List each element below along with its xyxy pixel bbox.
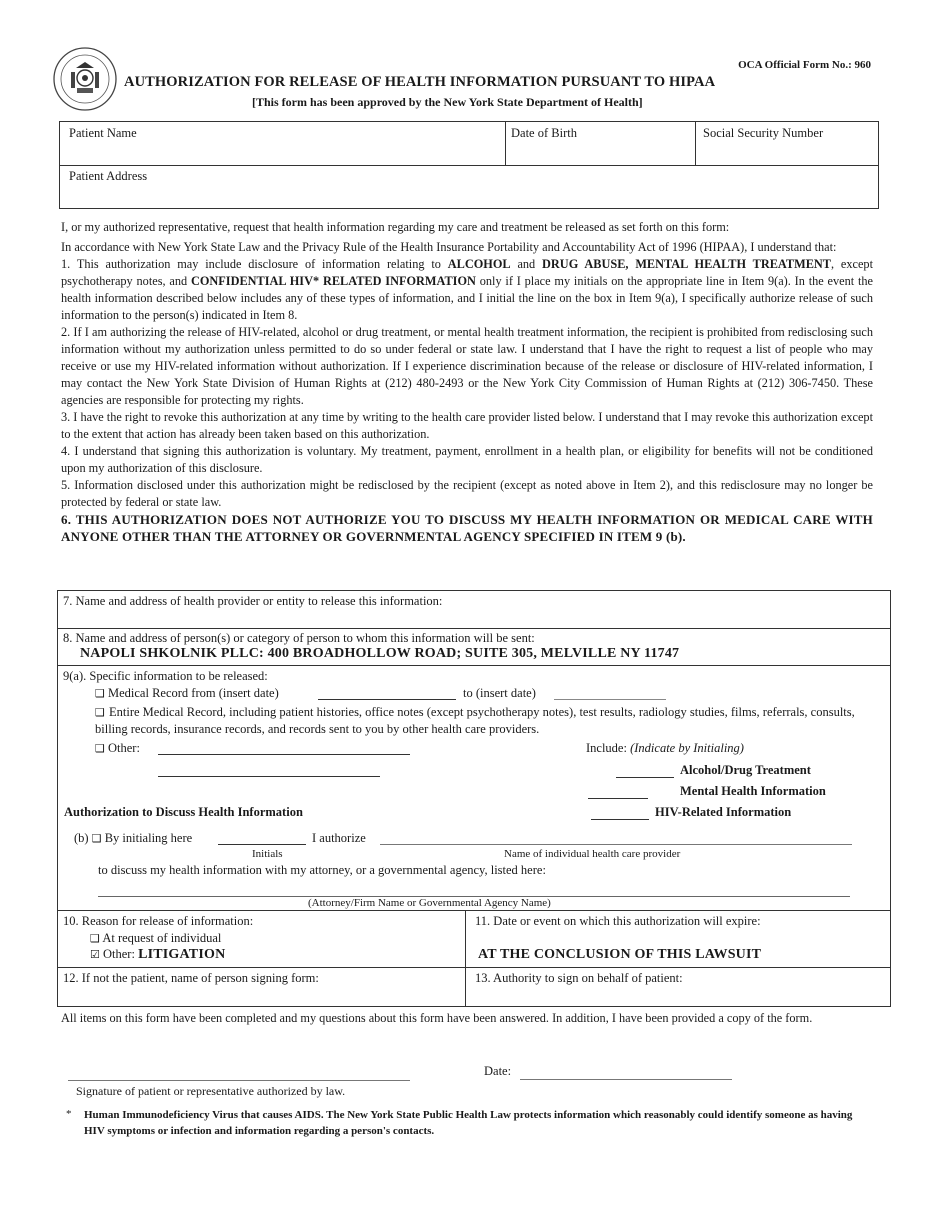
item-9b-heading: Authorization to Discuss Health Information <box>64 805 303 819</box>
item-11-field[interactable] <box>466 911 890 968</box>
include-label: Include: (Indicate by Initialing) <box>586 741 744 755</box>
i-authorize-label: I authorize <box>312 831 366 845</box>
date-of-birth-field[interactable] <box>505 122 696 166</box>
date-label: Date: <box>484 1064 512 1078</box>
other-field-line-1[interactable] <box>158 754 410 755</box>
signature-field[interactable] <box>68 1080 410 1081</box>
item-3: 3. I have the right to revoke this authorization at any time by writing to the health care provider listed below. I understand that I may revoke this authorization except to the extent that action has already been taken based on this authorization. <box>61 410 873 441</box>
date-field[interactable] <box>520 1079 732 1080</box>
item-10-field <box>58 911 466 968</box>
release-details-table <box>57 590 891 1007</box>
form-title: AUTHORIZATION FOR RELEASE OF HEALTH INFORMATION PURSUANT TO HIPAA <box>124 74 716 90</box>
item-7-label: 7. Name and address of health provider or entity to release this information: <box>63 594 443 608</box>
hiv-initial-field[interactable] <box>591 819 649 820</box>
discuss-text: to discuss my health information with my attorney, or a governmental agency, listed here: <box>98 863 546 877</box>
intro-text: I, or my authorized representative, request that health information regarding my care and treatment be released as set forth on this form: <box>61 220 730 234</box>
hiv-label: HIV-Related Information <box>655 805 792 819</box>
mental-health-label: Mental Health Information <box>680 784 826 798</box>
item-13-field[interactable] <box>466 968 890 1006</box>
initials-caption: Initials <box>252 848 283 860</box>
checkbox-icon[interactable]: ❑ <box>95 742 105 755</box>
patient-name-field[interactable] <box>60 122 506 166</box>
item-12-field[interactable] <box>58 968 466 1006</box>
form-subtitle: [This form has been approved by the New York State Department of Health] <box>252 95 643 109</box>
hiv-footnote: Human Immunodeficiency Virus that causes AIDS. The New York State Public Health Law protects information which reasonably could identify someone as having HIV symptoms or infection and information regarding a person's contacts. <box>84 1109 853 1137</box>
patient-name-label: Patient Name <box>69 126 137 140</box>
item-8-label: 8. Name and address of person(s) or category of person to whom this information will be sent: <box>63 631 535 645</box>
patient-address-label: Patient Address <box>69 169 148 183</box>
item-10-label: 10. Reason for release of information: <box>63 914 254 928</box>
ssn-label: Social Security Number <box>703 126 824 140</box>
footnote-mark: * <box>66 1108 72 1120</box>
form-number: OCA Official Form No.: 960 <box>738 59 871 71</box>
item-4: 4. I understand that signing this authorization is voluntary. My treatment, payment, enrollment in a health plan, or eligibility for benefits will not be conditioned upon my authorization of this disclosure. <box>61 444 873 475</box>
checkbox-checked-icon[interactable]: ☑ <box>90 948 100 961</box>
from-date-field[interactable] <box>318 699 456 700</box>
new-york-state-seal <box>52 46 118 112</box>
completed-statement: All items on this form have been completed and my questions about this form have been answered. In addition, I have been provided a copy of the form. <box>61 1011 813 1025</box>
terms-section <box>61 219 873 545</box>
item-9a-label: 9(a). Specific information to be released: <box>63 669 268 683</box>
agency-caption: (Attorney/Firm Name or Governmental Agency Name) <box>308 897 551 909</box>
signature-caption: Signature of patient or representative authorized by law. <box>76 1084 346 1098</box>
other-reason-value: LITIGATION <box>138 947 226 962</box>
item-12-label: 12. If not the patient, name of person signing form: <box>63 971 319 985</box>
item-9-section <box>58 666 890 911</box>
item-1: 1. This authorization may include disclosure of information relating to ALCOHOL and DRUG ABUSE, MENTAL HEALTH TREATMENT, except psychotherapy notes, and CONFIDENTIAL HIV* RELATED INFORMATION only if I place my initials on the appropriate line in Item 9(a). In the event the health information described below includes any of these types of information, and I initial the line on the box in Item 9(a), I specifically authorize release of such information to the person(s) indicated in Item 8. <box>61 257 874 322</box>
alcohol-drug-label: Alcohol/Drug Treatment <box>680 763 811 777</box>
checkbox-unchecked-icon[interactable]: ❑ <box>90 932 100 945</box>
provider-caption: Name of individual health care provider <box>504 848 681 860</box>
provider-name-field[interactable] <box>380 844 852 845</box>
item-7-field[interactable] <box>58 591 890 629</box>
medical-record-range-option[interactable]: ❑ Medical Record from (insert date) <box>95 686 279 700</box>
accordance-text: In accordance with New York State Law and the Privacy Rule of the Health Insurance Portability and Accountability Act of 1996 (HIPAA), I understand that: <box>61 240 837 254</box>
mental-health-initial-field[interactable] <box>588 798 648 799</box>
to-date-field[interactable] <box>554 699 666 700</box>
to-date-label: to (insert date) <box>463 686 536 700</box>
other-option[interactable]: ❑ Other: <box>95 741 140 755</box>
item-9b-initial-option[interactable]: (b) ❑ By initialing here <box>74 831 193 845</box>
item-2: 2. If I am authorizing the release of HIV-related, alcohol or drug treatment, or mental health treatment information, the recipient is prohibited from redisclosing such information without my authorization unless permitted to do so under federal or state law. I understand that I have the right to request a list of people who may receive or use my HIV-related information without authorization. If I experience discrimination because of the release or disclosure of HIV-related information, I may contact the New York State Division of Human Rights at (212) 480-2493 or the New York City Commission of Human Rights at (212) 306-7450. These agencies are responsible for protecting my rights. <box>61 325 873 407</box>
checkbox-icon[interactable]: ❑ <box>95 706 105 719</box>
at-request-option[interactable]: ❑ At request of individual <box>90 931 222 945</box>
alcohol-initial-field[interactable] <box>616 777 674 778</box>
checkbox-icon[interactable]: ❑ <box>91 832 102 845</box>
item-13-label: 13. Authority to sign on behalf of patient: <box>475 971 683 985</box>
item-6: 6. THIS AUTHORIZATION DOES NOT AUTHORIZE YOU TO DISCUSS MY HEALTH INFORMATION OR MEDICAL CARE WITH ANYONE OTHER THAN THE ATTORNEY OR GOVERNMENTAL AGENCY SPECIFIED IN ITEM 9 (b). <box>61 512 873 544</box>
recipient-value: NAPOLI SHKOLNIK PLLC: 400 BROADHOLLOW ROAD; SUITE 305, MELVILLE NY 11747 <box>80 646 680 661</box>
ssn-field[interactable] <box>696 122 878 166</box>
other-reason-option[interactable]: ☑ Other: LITIGATION <box>90 947 226 962</box>
expiration-value: AT THE CONCLUSION OF THIS LAWSUIT <box>478 947 762 962</box>
seal-icon <box>52 46 118 112</box>
item-5: 5. Information disclosed under this authorization might be redisclosed by the recipient (except as noted above in Item 2), and this redisclosure may no longer be protected by federal or state law. <box>61 478 873 509</box>
other-field-line-2[interactable] <box>158 776 380 777</box>
entire-record-option[interactable]: ❑ Entire Medical Record, including patient histories, office notes (except psychotherapy notes), test results, radiology studies, films, referrals, consults, billing records, insurance records, and records sent to you by other health care providers. <box>95 705 855 736</box>
item-11-label: 11. Date or event on which this authorization will expire: <box>475 914 761 928</box>
item-8-field[interactable] <box>58 629 890 666</box>
checkbox-icon[interactable]: ❑ <box>95 687 105 700</box>
patient-info-table <box>59 121 879 209</box>
initials-field[interactable] <box>218 844 306 845</box>
date-of-birth-label: Date of Birth <box>511 126 577 140</box>
patient-address-field[interactable] <box>60 166 878 208</box>
